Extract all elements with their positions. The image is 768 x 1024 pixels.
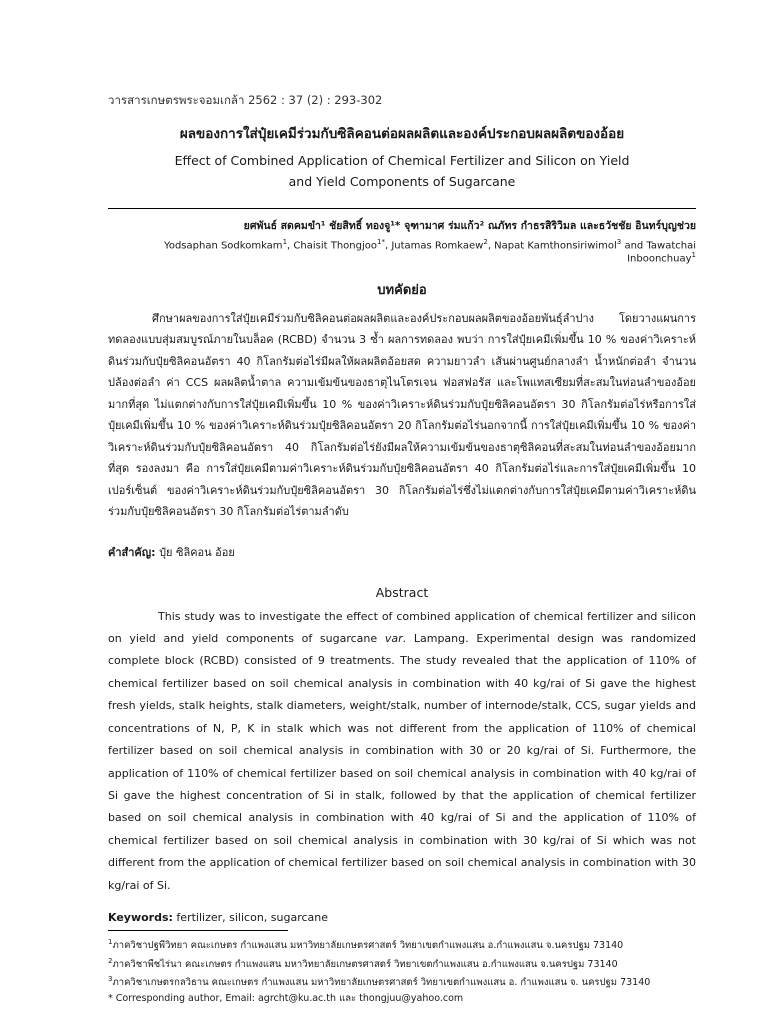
- footnote-3: $^3$ภาควิชาเกษตรกลวิธาน คณะเกษตร กำแพงแสน มหาวิทยาลัยเกษตรศาสตร์ วิทยาเขตกำแพงแสน อ. กำแพงแสน จ. นครปฐม 73140: [108, 975, 651, 989]
- title-divider: [108, 208, 696, 209]
- abstract-english-body: [108, 606, 696, 897]
- abstract-english-part-2: . Lampang. Experimental design was randomized complete block (RCBD) consisted of 9 treatments. The study revealed that the application of 110% of chemical fertilizer based on soil chemical analysis in combination with 40 kg/rai of Si gave the highest fresh yields, stalk heights, stalk diameters, weight/stalk, number of internode/stalk, CCS, sugar yields and concentrations of N, P, K in stalk which was not different from the application of 110% of chemical fertilizer based on soil chemical analysis in combination with 30 or 20 kg/rai of Si. Furthermore, the application of 110% of chemical fertilizer based on soil chemical analysis in combination with 40 kg/rai of Si gave the highest concentration of Si in stalk, followed by that the application of chemical fertilizer based on soil chemical analysis in combination with 40 kg/rai of Si and the application of 110% of chemical fertilizer based on soil chemical analysis in combination with 30 kg/rai of Si which was not different from the application of chemical fertilizer based on soil chemical analysis in combination with 30 kg/rai of Si.: [108, 632, 696, 892]
- corresponding-author: * Corresponding author, Email: agrcht@ku.ac.th และ thongjuu@yahoo.com: [108, 992, 464, 1004]
- title-english-line-1: Effect of Combined Application of Chemical Fertilizer and Silicon on Yield: [174, 153, 630, 168]
- journal-citation: วารสารเกษตรพระจอมเกล้า 2562 : 37 (2) : 293-302: [108, 93, 383, 107]
- author-name: Napat Kamthonsiriwimol: [494, 240, 617, 252]
- author-affiliation-mark: 1*: [376, 238, 385, 246]
- title-thai: ผลของการใส่ปุ๋ยเคมีร่วมกับซิลิคอนต่อผลผลิตและองค์ประกอบผลผลิตของอ้อย: [179, 126, 625, 142]
- keywords-english-label: Keywords:: [108, 910, 173, 924]
- title-english-line-2: and Yield Components of Sugarcane: [288, 174, 516, 189]
- author-affiliation-mark: 3: [616, 238, 622, 246]
- footnote-divider: [108, 930, 288, 931]
- abstract-english-part-1: This study was to investigate the effect of combined application of chemical fertilizer and silicon on yield and yield components of sugarcane: [108, 609, 696, 646]
- keywords-thai: [108, 543, 696, 561]
- author-name: Yodsaphan Sodkomkam: [164, 240, 283, 252]
- author-affiliation-mark: 1: [282, 238, 288, 246]
- authors-thai: ยศพันธ์ สดคมขำ¹ ชัยสิทธิ์ ทองจู¹* จุฑามาศ ร่มแก้ว² ณภัทร กำธรสิริวิมล และธวัชชัย อินทร์บุญช่วย: [243, 220, 696, 232]
- author-affiliation-mark: 1: [691, 251, 696, 260]
- abstract-thai-heading: บทคัดย่อ: [377, 282, 427, 298]
- abstract-english-heading: Abstract: [375, 584, 429, 600]
- keywords-english: [108, 911, 696, 924]
- keywords-thai-values: ปุ๋ย ซิลิคอน อ้อย: [155, 545, 235, 559]
- authors-english: Yodsaphan Sodkomkam$^1$, Chaisit Thongjoo$^{1*}$, Jutamas Romkaew$^2$, Napat Kamthonsiriwimol$^3$ and Tawatchai Inboonchuay$^1$: [164, 238, 696, 265]
- abstract-thai-body: ศึกษาผลของการใส่ปุ๋ยเคมีร่วมกับซิลิคอนต่อผลผลิตและองค์ประกอบผลผลิตของอ้อยพันธุ์ลำปาง โดยวางแผนการทดลองแบบสุ่มสมบูรณ์ภายในบล็อค (RCBD) จำนวน 3 ซ้ำ ผลการทดลอง พบว่า การใส่ปุ๋ยเคมีเพิ่มขึ้น 10 % ของค่าวิเคราะห์ดินร่วมกับปุ๋ยซิลิคอนอัตรา 40 กิโลกรัมต่อไร่มีผลให้ผลผลิตอ้อยสด ความยาวลำ เส้นผ่านศูนย์กลางลำ น้ำหนักต่อลำ จำนวนปล้องต่อลำ ค่า CCS ผลผลิตน้ำตาล ความเข้มข้นของธาตุไนโตรเจน ฟอสฟอรัส และโพแทสเซียมที่สะสมในท่อนลำของอ้อยมากที่สุด ไม่แตกต่างกับการใส่ปุ๋ยเคมีเพิ่มขึ้น 10 % ของค่าวิเคราะห์ดินร่วมกับปุ๋ยซิลิคอนอัตรา 30 กิโลกรัมต่อไร่หรือการใส่ปุ๋ยเคมีเพิ่มขึ้น 10 % ของค่าวิเคราะห์ดินร่วมปุ๋ยซิลิคอนอัตรา 20 กิโลกรัมต่อไร่นอกจากนี้ การใส่ปุ๋ยเคมีเพิ่มขึ้น 10 % ของค่าวิเคราะห์ดินร่วมกับปุ๋ยซิลิคอนอัตรา 40 กิโลกรัมต่อไร่ยังมีผลให้ความเข้มข้นของธาตุซิลิคอนที่สะสมในท่อนลำของอ้อยมากที่สุด รองลงมา คือ การใส่ปุ๋ยเคมีตามค่าวิเคราะห์ดินร่วมกับปุ๋ยซิลิคอนอัตรา 40 กิโลกรัมต่อไร่และการใส่ปุ๋ยเคมีเพิ่มขึ้น 10 เปอร์เซ็นต์ ของค่าวิเคราะห์ดินร่วมกับปุ๋ยซิลิคอนอัตรา 30 กิโลกรัมต่อไร่ซึ่งไม่แตกต่างกับการใส่ปุ๋ยเคมีตามค่าวิเคราะห์ดินร่วมกับปุ๋ยซิลิคอนอัตรา 30 กิโลกรัมต่อไร่ตามลำดับ: [108, 311, 696, 519]
- author-name: Chaisit Thongjoo: [293, 240, 377, 252]
- keywords-english-values: fertilizer, silicon, sugarcane: [172, 910, 329, 924]
- footnote-2: $^2$ภาควิชาพืชไร่นา คณะเกษตร กำแพงแสน มหาวิทยาลัยเกษตรศาสตร์ วิทยาเขตกำแพงแสน อ.กำแพงแสน จ.นครปฐม 73140: [108, 956, 618, 970]
- author-affiliation-mark: 2: [483, 238, 488, 246]
- author-name: Jutamas Romkaew: [391, 240, 484, 252]
- paper-page: [108, 92, 696, 1006]
- keywords-thai-label: คำสำคัญ:: [108, 545, 156, 559]
- author-name: Tawatchai Inboonchuay: [627, 240, 696, 265]
- abstract-english-var: var: [384, 632, 403, 646]
- footnote-1: $^1$ภาควิชาปฐพีวิทยา คณะเกษตร กำแพงแสน มหาวิทยาลัยเกษตรศาสตร์ วิทยาเขตกำแพงแสน อ.กำแพงแสน จ.นครปฐม 73140: [108, 937, 624, 952]
